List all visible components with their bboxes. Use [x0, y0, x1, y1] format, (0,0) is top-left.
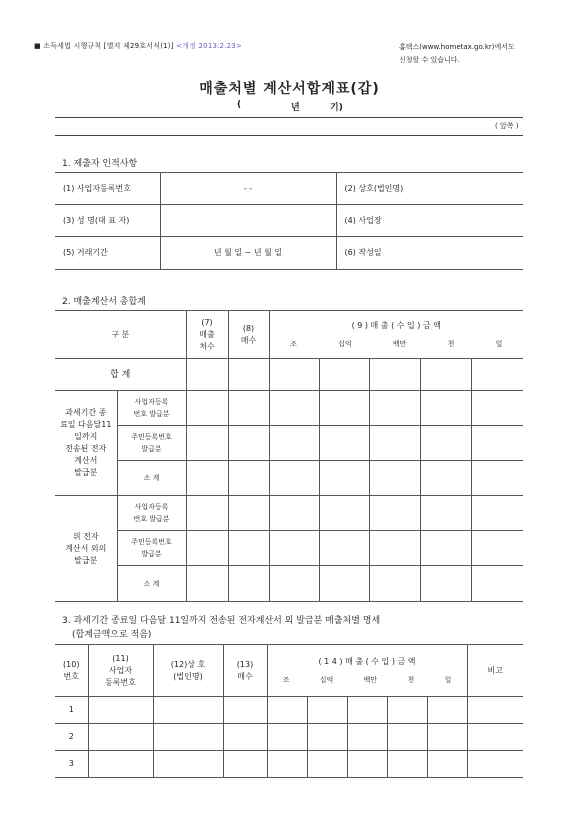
cell[interactable]: [387, 724, 427, 751]
cell[interactable]: [186, 496, 228, 531]
group2-line: 위 전자: [72, 531, 99, 541]
e-invoice-subtotal-row: [55, 461, 523, 496]
hometax-line1: 홈택스(www.hometax.go.kr)에서도: [399, 43, 515, 51]
cell[interactable]: [347, 751, 387, 778]
subtitle-term: 기): [330, 103, 343, 113]
c10-label: 번호: [63, 671, 79, 681]
unit-sipeok: 십억: [338, 339, 352, 348]
cell[interactable]: [319, 426, 369, 461]
cell[interactable]: [467, 724, 523, 751]
form-law-reference: [34, 41, 242, 51]
group2-line: 발급분: [74, 555, 98, 565]
page-side-note: ( 앞쪽 ): [495, 122, 519, 130]
title-divider: [55, 117, 523, 118]
unit-jo: 조: [282, 675, 290, 684]
sub-biz-line: 사업자등록: [134, 503, 169, 511]
c12-label2: (법인명): [173, 671, 203, 681]
sub-res-line: 발급분: [141, 445, 162, 453]
sub-res-line: 주민등록번호: [131, 538, 172, 546]
cell[interactable]: [420, 359, 471, 391]
e-invoice-biz-row: [55, 391, 523, 426]
cell[interactable]: [267, 697, 307, 724]
unit-baekman: 백만: [363, 675, 378, 684]
subtotal-label: 소 계: [117, 461, 186, 496]
c13-num: (13): [236, 659, 254, 669]
submitter-row: [55, 237, 523, 270]
sub-biz-line: 번호 발급분: [133, 515, 170, 523]
cell[interactable]: [319, 531, 369, 566]
cell[interactable]: [153, 724, 223, 751]
section3-heading: 3. 과세기간 종료일 다음달 11일까지 전송된 전자계산서 외 발급분 매출처별 명세: [62, 616, 381, 626]
form-title: 매출처별 계산서합계표(갑): [199, 81, 380, 97]
cell[interactable]: [223, 751, 267, 778]
cell[interactable]: [471, 461, 523, 496]
label-write-date: (6) 작성일: [336, 237, 523, 270]
group-other-label: [55, 496, 117, 602]
header-amount: [267, 645, 467, 697]
cell[interactable]: [471, 426, 523, 461]
value-biz-number[interactable]: - -: [160, 173, 336, 205]
cell[interactable]: [269, 426, 319, 461]
c11-label2: 등록번호: [105, 677, 136, 687]
header-gubun: 구 분: [55, 311, 186, 359]
hometax-notice: [399, 41, 515, 67]
cell[interactable]: [369, 461, 420, 496]
label-business-site: (4) 사업장: [336, 205, 523, 237]
cell[interactable]: [420, 426, 471, 461]
cell[interactable]: [427, 751, 467, 778]
unit-cheon: 천: [447, 339, 455, 348]
cell[interactable]: [420, 461, 471, 496]
cell[interactable]: [420, 496, 471, 531]
c11-num: (11): [112, 653, 129, 663]
sales-detail-table: [55, 644, 523, 778]
row-number: 3: [55, 751, 88, 778]
cell[interactable]: [427, 697, 467, 724]
c10-num: (10): [63, 659, 80, 669]
cell[interactable]: [420, 531, 471, 566]
unit-jo: 조: [290, 339, 297, 348]
label-trade-period: (5) 거래기간: [55, 237, 160, 270]
col8-num: (8): [242, 323, 255, 333]
group2-line: 계산서 외의: [65, 543, 107, 553]
cell[interactable]: [307, 724, 347, 751]
cell[interactable]: [153, 697, 223, 724]
cell[interactable]: [467, 751, 523, 778]
cell[interactable]: [228, 566, 269, 602]
cell[interactable]: [319, 359, 369, 391]
header-sheet-count: [228, 311, 269, 359]
submitter-info-table: [55, 172, 523, 270]
group-e-invoice-label: [55, 391, 117, 496]
cell[interactable]: [471, 496, 523, 531]
unit-sipeok: 십억: [319, 675, 334, 684]
c11-label1: 사업자: [108, 665, 133, 675]
cell[interactable]: [347, 724, 387, 751]
revision-date: <개정 2013.2.23>: [176, 42, 242, 50]
section3-note: (합계금액으로 적음): [72, 630, 152, 640]
cell[interactable]: [228, 531, 269, 566]
detail-header-row: [55, 645, 523, 697]
cell[interactable]: [228, 391, 269, 426]
group1-line: 일까지: [74, 432, 98, 441]
detail-row: [55, 724, 523, 751]
cell[interactable]: [267, 751, 307, 778]
cell[interactable]: [223, 724, 267, 751]
cell[interactable]: [471, 391, 523, 426]
row-number: 1: [55, 697, 88, 724]
col9-label: ( 9 ) 매 출 ( 수 입 ) 금 액: [351, 320, 441, 330]
subtitle-year: 년: [291, 103, 300, 113]
col8-label: 매수: [240, 335, 257, 345]
cell[interactable]: [228, 496, 269, 531]
cell[interactable]: [223, 697, 267, 724]
cell[interactable]: [319, 566, 369, 602]
law-ref-text: ■ 소득세법 시행규칙 [별지 제29호서식(1)]: [34, 42, 177, 50]
sub-resident-label: [117, 426, 186, 461]
cell[interactable]: [420, 391, 471, 426]
form-subtitle: [0, 100, 579, 112]
amount-units: [268, 674, 467, 686]
header-company: [153, 645, 223, 697]
cell[interactable]: [471, 531, 523, 566]
hometax-line2: 신청할 수 있습니다.: [399, 56, 460, 64]
submitter-row: [55, 173, 523, 205]
detail-row: [55, 697, 523, 724]
other-invoice-subtotal-row: [55, 566, 523, 602]
cell[interactable]: [153, 751, 223, 778]
col7-label1: 매출: [199, 329, 215, 339]
cell[interactable]: [347, 697, 387, 724]
cell[interactable]: [369, 391, 420, 426]
header-remark: 비고: [467, 645, 523, 697]
c13-label: 매수: [237, 671, 253, 681]
cell[interactable]: [269, 359, 319, 391]
sales-total-table: [55, 310, 523, 602]
cell[interactable]: [228, 461, 269, 496]
cell[interactable]: [228, 359, 269, 391]
sub-res-line: 주민등록번호: [131, 433, 172, 441]
cell[interactable]: [369, 426, 420, 461]
header-no: [55, 645, 88, 697]
cell[interactable]: [269, 566, 319, 602]
col7-num: (7): [201, 317, 213, 327]
group1-line: 발급분: [74, 468, 98, 477]
cell[interactable]: [319, 391, 369, 426]
sub-biz-line: 번호 발급분: [133, 410, 170, 418]
title-divider-2: [55, 135, 523, 136]
unit-il: 일: [495, 339, 503, 348]
label-company-name: (2) 상호(법인명): [336, 173, 523, 205]
total-row: [55, 359, 523, 391]
cell[interactable]: [228, 426, 269, 461]
group1-line: 전송된 전자: [65, 444, 107, 453]
submitter-row: [55, 205, 523, 237]
cell[interactable]: [369, 566, 420, 602]
cell[interactable]: [186, 566, 228, 602]
cell[interactable]: [369, 531, 420, 566]
cell[interactable]: [319, 496, 369, 531]
cell[interactable]: [467, 697, 523, 724]
group1-line: 료일 다음달11: [60, 420, 112, 429]
cell[interactable]: [88, 697, 153, 724]
header-count: [223, 645, 267, 697]
label-biz-number: (1) 사업자등록번호: [55, 173, 160, 205]
sub-res-line: 발급분: [141, 550, 162, 558]
header-sales-amount: [269, 311, 523, 359]
cell[interactable]: [88, 724, 153, 751]
sub-biz-label: [117, 391, 186, 426]
c12-label1: (12)상 호: [170, 659, 206, 669]
cell[interactable]: [427, 724, 467, 751]
sub-resident-label: [117, 531, 186, 566]
cell[interactable]: [319, 461, 369, 496]
cell[interactable]: [186, 531, 228, 566]
cell[interactable]: [471, 359, 523, 391]
subtotal-label: 소 계: [117, 566, 186, 602]
sales-header-row: [55, 311, 523, 359]
value-representative[interactable]: [160, 205, 336, 237]
cell[interactable]: [269, 391, 319, 426]
unit-baekman: 백만: [392, 339, 407, 348]
section2-heading: 2. 매출계산서 총합계: [62, 297, 146, 307]
amount-units: [270, 338, 524, 350]
label-representative: (3) 성 명(대 표 자): [55, 205, 160, 237]
subtitle-open: (: [237, 100, 242, 110]
group1-line: 과세기간 종: [65, 408, 107, 417]
cell[interactable]: [88, 751, 153, 778]
unit-il: 일: [444, 675, 452, 684]
header-biz-number: [88, 645, 153, 697]
cell[interactable]: [267, 724, 307, 751]
value-trade-period[interactable]: 년 월 일 ~ 년 월 일: [160, 237, 336, 270]
group1-line: 계산서: [74, 456, 98, 465]
sub-biz-line: 사업자등록: [134, 398, 169, 406]
unit-cheon: 천: [407, 675, 415, 684]
c14-label: ( 1 4 ) 매 출 ( 수 입 ) 금 액: [318, 656, 416, 666]
cell[interactable]: [387, 751, 427, 778]
cell[interactable]: [369, 359, 420, 391]
cell[interactable]: [186, 426, 228, 461]
cell[interactable]: [186, 461, 228, 496]
cell[interactable]: [387, 697, 427, 724]
cell[interactable]: [369, 496, 420, 531]
cell[interactable]: [269, 496, 319, 531]
other-invoice-biz-row: [55, 496, 523, 531]
e-invoice-resident-row: [55, 426, 523, 461]
cell[interactable]: [186, 391, 228, 426]
total-label: 합 계: [55, 359, 186, 391]
cell[interactable]: [307, 697, 347, 724]
cell[interactable]: [420, 566, 471, 602]
col7-label2: 처수: [199, 341, 215, 351]
detail-row: [55, 751, 523, 778]
section1-heading: 1. 제출자 인적사항: [62, 159, 138, 169]
cell[interactable]: [186, 359, 228, 391]
cell[interactable]: [269, 461, 319, 496]
row-number: 2: [55, 724, 88, 751]
other-invoice-resident-row: [55, 531, 523, 566]
cell[interactable]: [307, 751, 347, 778]
sub-biz-label: [117, 496, 186, 531]
cell[interactable]: [471, 566, 523, 602]
header-customer-count: [186, 311, 228, 359]
cell[interactable]: [269, 531, 319, 566]
